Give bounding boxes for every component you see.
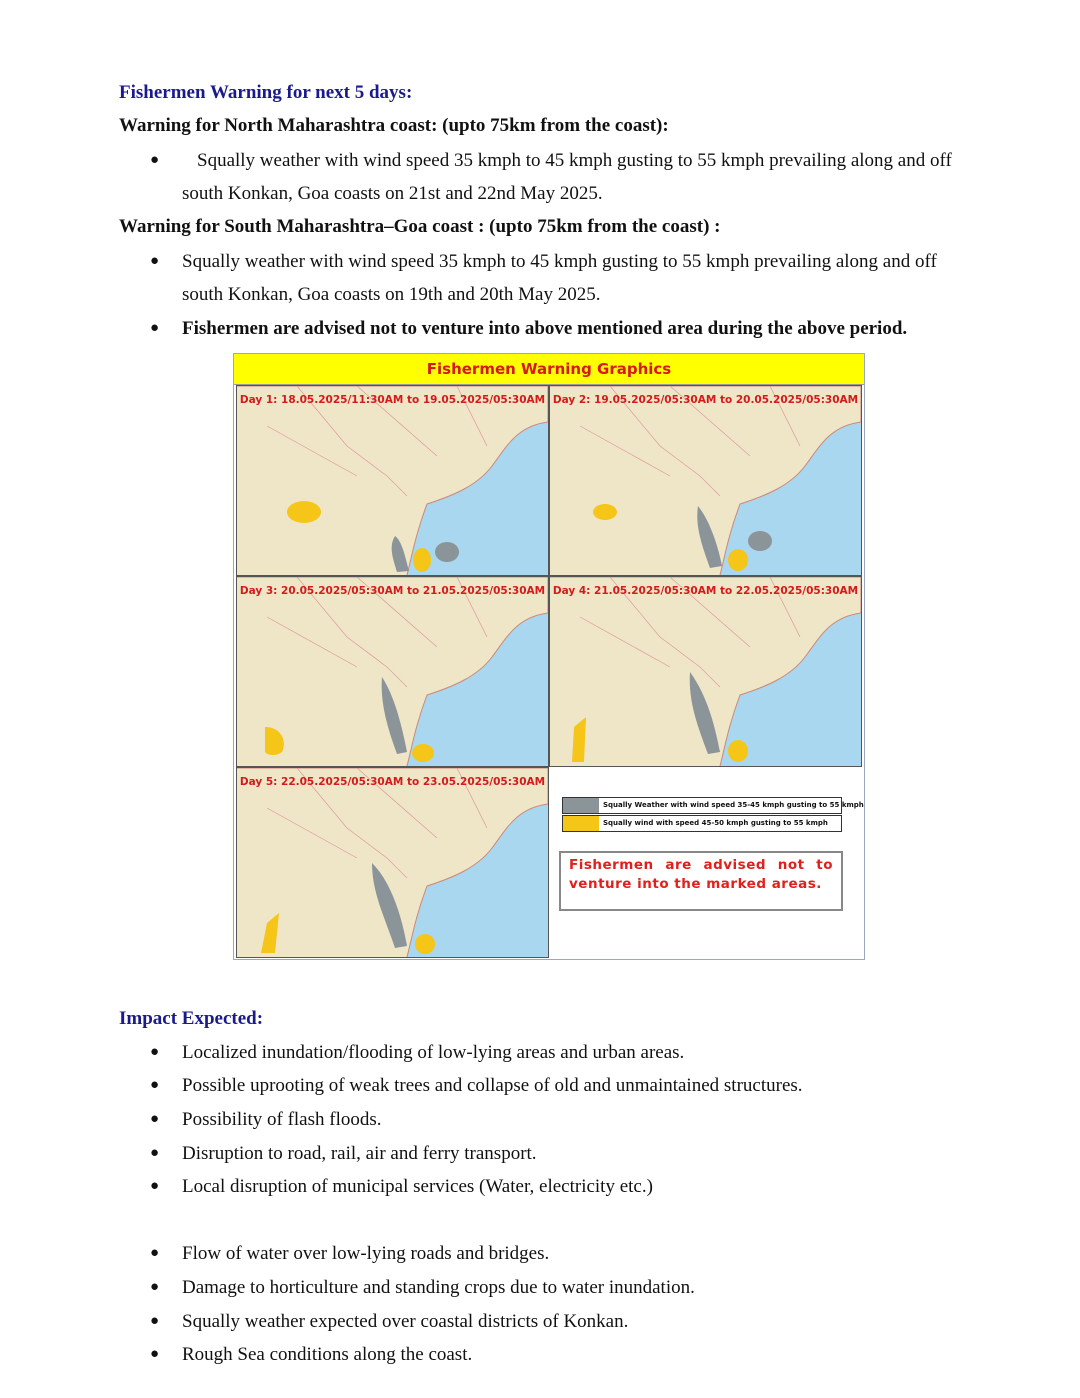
india-map-icon [550, 386, 861, 575]
bullet-icon: ● [150, 1044, 160, 1060]
bullet-icon: ● [150, 1313, 160, 1329]
document-page: Fishermen Warning for next 5 days: Warning for North Maharashtra coast: (upto 75km from the coast): ● Squally weather with wind speed 35 kmph to 45 kmph gusting to 55 kmph prevailing along and off south Konkan, Goa coasts on 21st and 22nd May 2025. Warning for South Maharashtra–Goa coast : (upto 75km from the coast) : ● Squally weather with wind speed 35 kmph to 45 kmph gusting to 55 kmph prevailing along and off south Konkan, Goa coasts on 19th and 20th May 2025. ● Fishermen are advised not to venture into above mentioned area during the above period. Fishermen Warning Graphics Day 1: 18.05.2025/11:30AM to 19.05.2025/05:30AM Day 2: 19.05.2025/05:30AM to 20.05.2025/05:30AM Day 3: 20.05.2025/05:30AM to 21.05.2025/05:30AM Day 4: 21.05.2025/05:30AM to 22.05.2025/05:30AM Day 5: 22.05.2025/05:30AM to 23.05.2025/05:30AM Squally Weather with wind speed 35-45 kmph gusting to 55 kmph Squally wind with speed 45-50 kmph gusting to 55 kmph Fishermen are advised not to venture into the marked areas. Impact Expected: ● Localized inundation/flooding of low-lying areas and urban areas. ● Possible uprooting of weak trees and collapse of old and unmaintained structures. ● Possibility of flash floods. ● Disruption to road, rail, air and ferry transport. ● Local disruption of municipal services (Water, electricity etc.) ● Flow of water over low-lying roads and bridges. ● Damage to horticulture and standing crops due to water inundation. ● Squally weather expected over coastal districts of Konkan. ● Rough Sea conditions along the coast. [0, 0, 1080, 1398]
map-legend [562, 797, 864, 833]
bullet-icon: ● [150, 1111, 160, 1127]
south-warning-heading: Warning for South Maharashtra–Goa coast : (upto 75km from the coast) : [119, 216, 721, 237]
legend-swatch-grey [563, 798, 599, 813]
bullet-icon: ● [150, 320, 160, 336]
legend-row-yellow: Squally wind with speed 45-50 kmph gusting to 55 kmph [562, 815, 842, 832]
legend-row-grey: Squally Weather with wind speed 35-45 kmph gusting to 55 kmph [562, 797, 842, 814]
fishermen-warning-graphic [233, 353, 865, 960]
north-warning-heading: Warning for North Maharashtra coast: (upto 75km from the coast): [119, 115, 669, 136]
bullet-icon: ● [150, 152, 160, 168]
map-panel-day4 [549, 576, 862, 767]
graphic-title: Fishermen Warning Graphics [234, 354, 864, 385]
bullet-icon: ● [150, 1145, 160, 1161]
panel-label-day1: Day 1: 18.05.2025/11:30AM to 19.05.2025/05:30AM [239, 394, 546, 406]
impact-title: Impact Expected: [119, 1008, 264, 1029]
bullet-icon: ● [150, 1245, 160, 1261]
map-panel-day2 [549, 385, 862, 576]
map-panel-day1 [236, 385, 549, 576]
bullet-icon: ● [150, 1346, 160, 1362]
advice-box: Fishermen are advised not to venture into the marked areas. [559, 851, 843, 911]
india-map-icon [550, 577, 861, 766]
bullet-icon: ● [150, 1178, 160, 1194]
bullet-icon: ● [150, 1077, 160, 1093]
india-map-icon [237, 386, 548, 575]
india-map-icon [237, 577, 548, 766]
map-panel-day5 [236, 767, 549, 958]
panel-label-day2: Day 2: 19.05.2025/05:30AM to 20.05.2025/05:30AM [552, 394, 859, 406]
india-map-icon [237, 768, 548, 957]
panel-label-day3: Day 3: 20.05.2025/05:30AM to 21.05.2025/05:30AM [239, 585, 546, 597]
fishermen-warning-title: Fishermen Warning for next 5 days: [119, 82, 413, 103]
panel-label-day4: Day 4: 21.05.2025/05:30AM to 22.05.2025/05:30AM [552, 585, 859, 597]
map-panel-day3 [236, 576, 549, 767]
bullet-icon: ● [150, 1279, 160, 1295]
legend-swatch-yellow [563, 816, 599, 831]
bullet-icon: ● [150, 253, 160, 269]
panel-label-day5: Day 5: 22.05.2025/05:30AM to 23.05.2025/05:30AM [239, 776, 546, 788]
